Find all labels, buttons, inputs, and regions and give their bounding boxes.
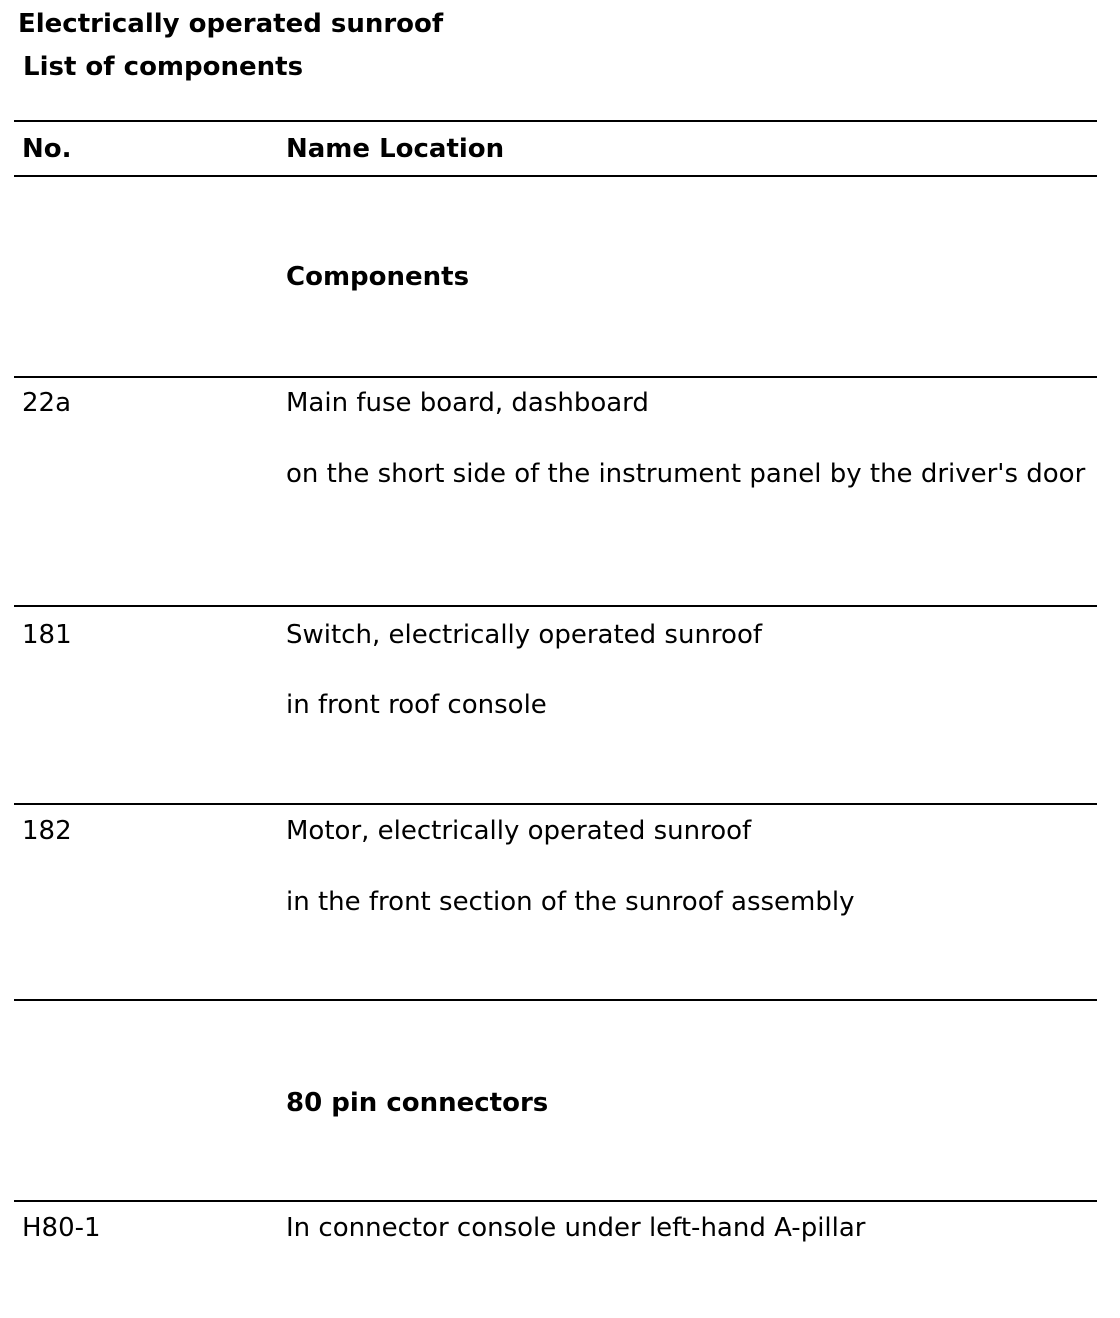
row-divider [14, 605, 1097, 607]
section-heading-80-pin-connectors: 80 pin connectors [286, 1088, 549, 1118]
row-divider [14, 1200, 1097, 1202]
row-182-no: 182 [22, 816, 72, 846]
row-divider [14, 376, 1097, 378]
row-22a-name: Main fuse board, dashboard [286, 388, 649, 418]
row-divider [14, 803, 1097, 805]
table-top-rule [14, 120, 1097, 122]
row-182-location: in the front section of the sunroof assembly [286, 887, 855, 917]
header-name-location: Name Location [286, 134, 505, 164]
section-heading-components: Components [286, 262, 470, 292]
row-divider [14, 999, 1097, 1001]
document-subtitle: List of components [23, 52, 304, 82]
document-title: Electrically operated sunroof [18, 9, 444, 39]
row-h80-1-no: H80-1 [22, 1213, 101, 1243]
row-181-no: 181 [22, 620, 72, 650]
header-bottom-rule [14, 175, 1097, 177]
row-22a-no: 22a [22, 388, 72, 418]
header-no: No. [22, 134, 72, 164]
row-22a-location: on the short side of the instrument panel by the driver's door [286, 459, 1086, 489]
row-h80-1-name: In connector console under left-hand A-pillar [286, 1213, 866, 1243]
row-181-location: in front roof console [286, 690, 547, 720]
row-182-name: Motor, electrically operated sunroof [286, 816, 752, 846]
row-181-name: Switch, electrically operated sunroof [286, 620, 763, 650]
